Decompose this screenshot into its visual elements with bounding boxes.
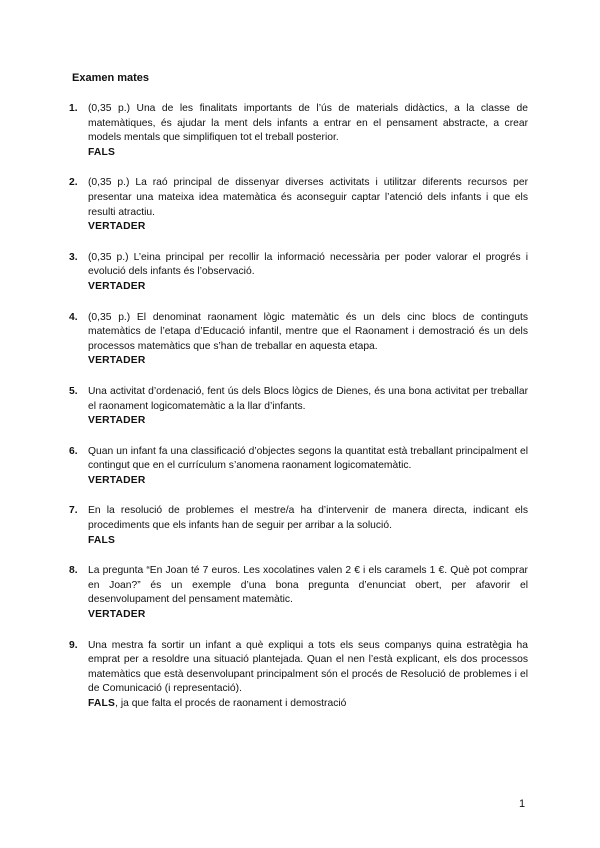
question-text: Una mestra fa sortir un infant a què expliqui a tots els seus companys quina estratègia ha emprat per a resoldre una situació plantejada. Quan el nen l’està explicant, els dos processos matemàtics que està desenvolupant principalment són el procés de Resolució de problemes i el de Comunicació (i representació). bbox=[88, 639, 528, 695]
answer-line bbox=[88, 608, 528, 623]
question-number: 1. bbox=[69, 103, 78, 114]
question-text: En la resolució de problemes el mestre/a ha d’intervenir de manera directa, indicant els procediments que els infants han de seguir per arribar a la solució. bbox=[88, 505, 528, 532]
question-text: (0,35 p.) Una de les finalitats importants de l’ús de materials didàctics, a la classe de matemàtiques, és ajudar la ment dels infants a entrar en el pensament abstracte, a crear models mentals que simplifiquen tot el treball posterior. bbox=[88, 103, 528, 144]
answer-label: FALS bbox=[88, 534, 116, 546]
answer-line bbox=[88, 474, 528, 489]
answer-label: VERTADER bbox=[88, 355, 146, 367]
answer-line bbox=[88, 534, 528, 549]
answer-label: VERTADER bbox=[88, 221, 146, 233]
question-item-2 bbox=[69, 176, 528, 234]
answer-label: VERTADER bbox=[88, 280, 146, 292]
question-item-4 bbox=[69, 311, 528, 369]
question-number: 9. bbox=[69, 639, 78, 651]
answer-label: VERTADER bbox=[88, 609, 146, 621]
answer-line bbox=[88, 697, 528, 712]
question-text: (0,35 p.) L’eina principal per recollir la informació necessària per poder valorar el progrés i evolució dels infants és l’observació. bbox=[88, 251, 528, 278]
question-number: 8. bbox=[69, 565, 78, 577]
question-text: La pregunta “En Joan té 7 euros. Les xocolatines valen 2 € i els caramels 1 €. Què pot comprar en Joan?” és un exemple d’una bona pregunta d’enunciat obert, per afavorir el desenvolupament del pensament matemàtic. bbox=[88, 565, 528, 606]
question-item-9 bbox=[69, 639, 528, 712]
question-item-3 bbox=[69, 251, 528, 295]
question-text: Quan un infant fa una classificació d’objectes segons la quantitat està treballant principalment el contingut que en el currículum s’anomena raonament logicomatemàtic. bbox=[88, 445, 528, 472]
question-item-6 bbox=[69, 445, 528, 489]
answer-line bbox=[88, 414, 528, 429]
question-item-1 bbox=[69, 102, 528, 160]
answer-line bbox=[88, 354, 528, 369]
answer-label: VERTADER bbox=[88, 415, 146, 427]
answer-label: VERTADER bbox=[88, 474, 146, 486]
question-text: Una activitat d’ordenació, fent ús dels Blocs lògics de Dienes, és una bona activitat per treballar el raonament logicomatemàtic a la llar d’infants. bbox=[88, 385, 528, 412]
answer-label: FALS bbox=[88, 698, 116, 709]
question-number: 3. bbox=[69, 251, 78, 263]
question-item-5 bbox=[69, 385, 528, 429]
question-number: 4. bbox=[69, 311, 78, 323]
answer-line bbox=[88, 280, 528, 295]
question-number: 7. bbox=[69, 505, 78, 517]
page-title: Examen mates bbox=[72, 72, 150, 84]
question-item-7 bbox=[69, 504, 528, 548]
question-list bbox=[69, 102, 528, 728]
question-number: 6. bbox=[69, 445, 78, 457]
question-item-8 bbox=[69, 564, 528, 622]
answer-label: FALS bbox=[88, 146, 116, 158]
question-number: 5. bbox=[69, 385, 78, 397]
page-number: 1 bbox=[519, 798, 526, 810]
question-number: 2. bbox=[69, 177, 78, 189]
question-text: (0,35 p.) El denominat raonament lògic matemàtic és un dels cinc blocs de continguts matemàtics de l’etapa d’Educació infantil, mentre que el Raonament i demostració és un dels processos matemàtics que s’han de treballar en aquesta etapa. bbox=[88, 311, 528, 352]
answer-line bbox=[88, 146, 528, 161]
answer-note: , ja que falta el procés de raonament i demostració bbox=[115, 698, 347, 709]
question-text: (0,35 p.) La raó principal de dissenyar diverses activitats i utilitzar diferents recursos per presentar una mateixa idea matemàtica és aconseguir captar l’atenció dels infants i que els resulti atractiu. bbox=[88, 177, 528, 218]
answer-line bbox=[88, 220, 528, 235]
